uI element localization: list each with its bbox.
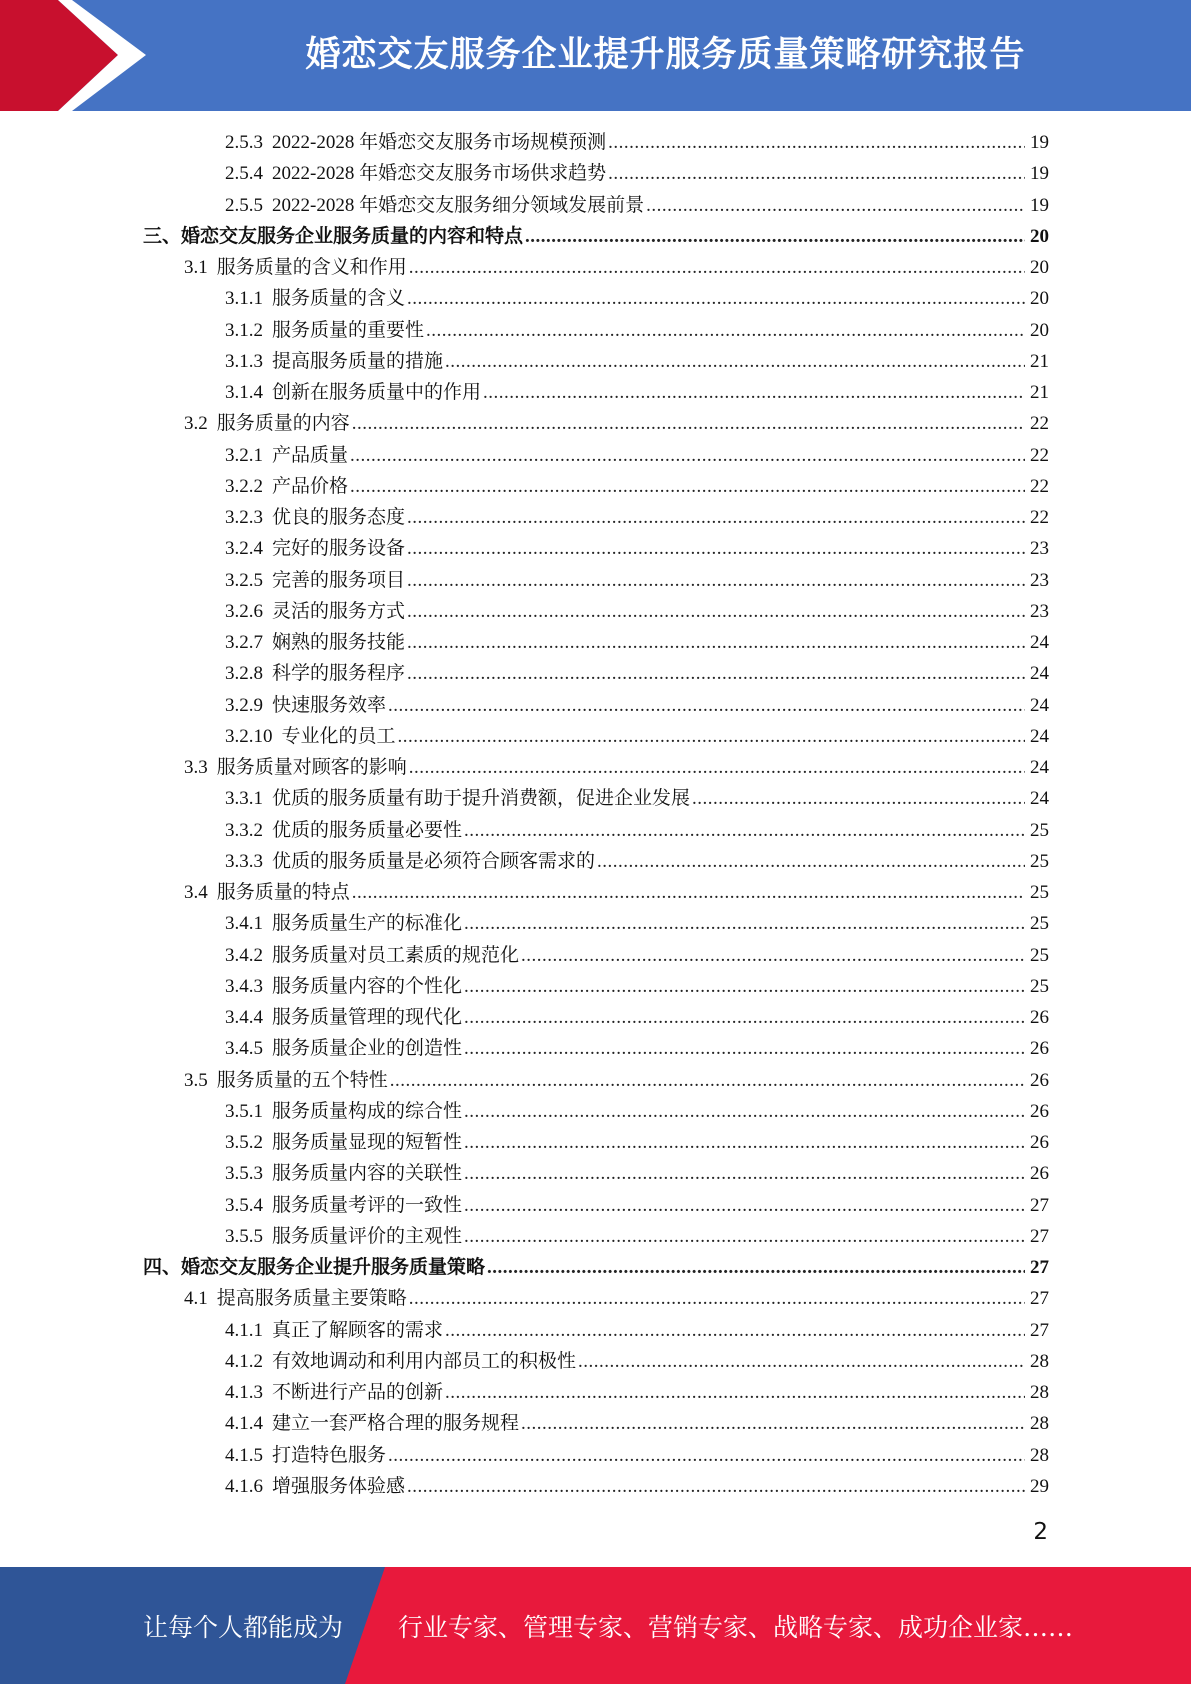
toc-dot-leader [597,846,1025,877]
toc-entry-title: 产品质量 [272,444,349,466]
toc-dot-leader [483,377,1025,408]
toc-entry[interactable] [143,502,1049,533]
toc-entry-page: 21 [1030,350,1049,372]
toc-dot-leader [407,658,1025,689]
toc-entry[interactable] [143,1033,1049,1064]
toc-entry-title: 服务质量的含义 [272,288,406,310]
toc-entry-page: 23 [1030,600,1049,622]
toc-entry[interactable] [143,971,1049,1002]
toc-entry-title: 提高服务质量主要策略 [216,1288,407,1310]
toc-entry-title: 2022-2028 年婚恋交友服务市场供求趋势 [272,163,607,185]
toc-entry-page: 27 [1030,1319,1049,1341]
toc-entry-title: 完好的服务设备 [272,538,406,560]
toc-entry-page: 24 [1030,632,1049,653]
toc-dot-leader [407,283,1025,314]
toc-entry-number: 3.2.7 [225,632,263,653]
toc-dot-leader [407,533,1025,564]
toc-entry-title: 服务质量评价的主观性 [272,1225,463,1247]
toc-entry-page: 19 [1030,194,1049,216]
toc-entry[interactable] [143,440,1049,471]
toc-entry-number: 3.2.10 [225,725,273,747]
toc-dot-leader [407,1471,1025,1502]
toc-dot-leader [390,1065,1025,1096]
toc-entry[interactable] [143,1283,1049,1314]
toc-dot-leader [487,1252,1025,1283]
toc-entry[interactable] [143,471,1049,502]
toc-entry-title: 服务质量考评的一致性 [272,1194,463,1216]
toc-entry-number: 3.2.8 [225,663,263,685]
toc-entry-number: 4.1 [184,1288,208,1310]
toc-dot-leader [521,940,1025,971]
toc-entry-title: 产品价格 [272,475,349,497]
toc-entry-number: 3.2.5 [225,569,263,591]
toc-entry-title: 优质的服务质量是必须符合顾客需求的 [272,850,596,872]
toc-dot-leader [525,221,1025,252]
toc-entry-title: 服务质量内容的关联性 [272,1163,463,1185]
toc-entry[interactable] [143,190,1049,221]
toc-entry-number: 2.5.4 [225,163,263,185]
toc-entry-number: 3.5.5 [225,1225,263,1247]
toc-entry[interactable] [143,283,1049,314]
toc-entry-title: 优质的服务质量必要性 [272,819,463,841]
toc-entry-title: 服务质量企业的创造性 [272,1038,463,1060]
toc-dot-leader [407,596,1025,627]
toc-entry-page: 24 [1030,788,1049,810]
toc-entry[interactable] [143,658,1049,689]
toc-entry-page: 25 [1030,819,1049,841]
toc-dot-leader [352,877,1025,908]
toc-entry[interactable] [143,596,1049,627]
toc-entry[interactable] [143,127,1049,158]
toc-entry-number: 3.2 [184,413,208,435]
toc-entry-page: 20 [1030,319,1049,341]
toc-entry-page: 26 [1030,1038,1049,1060]
toc-entry-title: 不断进行产品的创新 [272,1382,444,1403]
toc-entry-title: 优质的服务质量有助于提升消费额，促进企业发展 [272,788,691,810]
toc-entry-page: 28 [1030,1444,1049,1466]
toc-entry[interactable] [143,1377,1049,1408]
toc-entry-title: 服务质量对员工素质的规范化 [272,944,520,966]
toc-entry-page: 25 [1030,913,1049,935]
toc-entry-page: 26 [1030,1100,1049,1122]
toc-entry-page: 25 [1030,882,1049,903]
toc-dot-leader [464,1221,1025,1252]
toc-entry-page: 28 [1030,1382,1049,1403]
toc-entry-page: 20 [1030,288,1049,310]
toc-entry-page: 24 [1030,725,1049,747]
toc-entry[interactable] [143,1440,1049,1471]
toc-dot-leader [521,1408,1025,1439]
toc-entry[interactable] [143,1158,1049,1189]
toc-entry-title: 四、婚恋交友服务企业提升服务质量策略 [143,1257,486,1278]
toc-entry-page: 23 [1030,569,1049,591]
toc-entry-page: 29 [1030,1475,1049,1497]
toc-entry-page: 25 [1030,850,1049,872]
report-footer [0,1567,1191,1684]
toc-entry-number: 4.1.1 [225,1319,263,1341]
toc-dot-leader [350,440,1025,471]
toc-entry-number: 3.4.4 [225,1007,263,1028]
toc-dot-leader [388,1440,1025,1471]
toc-entry[interactable] [143,721,1049,752]
toc-entry-number: 3.1.2 [225,319,263,341]
toc-dot-leader [608,158,1025,189]
toc-entry-number: 3.5 [184,1069,208,1091]
toc-entry-title: 三、婚恋交友服务企业服务质量的内容和特点 [143,225,524,247]
toc-entry-number: 3.2.4 [225,538,263,560]
toc-entry-number: 3.5.4 [225,1194,263,1216]
toc-dot-leader [646,190,1025,221]
toc-entry-number: 4.1.3 [225,1382,263,1403]
toc-entry-page: 28 [1030,1350,1049,1372]
toc-entry-page: 27 [1030,1288,1049,1310]
toc-entry[interactable] [143,940,1049,971]
toc-entry-number: 4.1.4 [225,1413,263,1435]
toc-dot-leader [388,690,1025,721]
toc-entry-number: 3.3.1 [225,788,263,810]
toc-entry[interactable] [143,1096,1049,1127]
toc-entry-title: 服务质量的特点 [216,882,350,903]
toc-entry[interactable] [143,783,1049,814]
toc-entry-title: 优良的服务态度 [272,507,406,528]
toc-dot-leader [578,1346,1025,1377]
toc-entry-number: 2.5.5 [225,194,263,216]
toc-dot-leader [352,408,1025,439]
toc-dot-leader [407,627,1025,658]
toc-dot-leader [350,471,1025,502]
toc-entry-number: 3.3.2 [225,819,263,841]
page-number: 2 [1033,1519,1048,1545]
toc-entry-number: 3.4 [184,882,208,903]
toc-dot-leader [409,1283,1025,1314]
header-arrow-decoration [0,0,160,111]
table-of-contents [143,127,1049,1502]
toc-entry-page: 26 [1030,1132,1049,1153]
toc-entry-page: 20 [1030,225,1049,247]
toc-entry-page: 20 [1030,257,1049,278]
toc-entry-title: 2022-2028 年婚恋交友服务细分领域发展前景 [272,194,645,216]
toc-dot-leader [445,1377,1025,1408]
toc-entry-number: 3.1 [184,257,208,278]
toc-entry-title: 服务质量管理的现代化 [272,1007,463,1028]
toc-entry[interactable] [143,408,1049,439]
toc-entry-title: 2022-2028 年婚恋交友服务市场规模预测 [272,132,607,153]
toc-dot-leader [608,127,1025,158]
toc-entry-title: 真正了解顾客的需求 [272,1319,444,1341]
toc-dot-leader [464,1033,1025,1064]
toc-entry-number: 2.5.3 [225,132,263,153]
toc-entry-page: 24 [1030,694,1049,716]
toc-entry-page: 19 [1030,132,1049,153]
toc-entry-title: 完善的服务项目 [272,569,406,591]
toc-entry-title: 服务质量的内容 [216,413,350,435]
toc-entry-page: 22 [1030,507,1049,528]
toc-entry[interactable] [143,346,1049,377]
toc-entry-page: 19 [1030,163,1049,185]
toc-dot-leader [445,346,1025,377]
toc-entry-title: 服务质量显现的短暂性 [272,1132,463,1153]
toc-entry-title: 娴熟的服务技能 [272,632,406,653]
toc-entry-number: 4.1.2 [225,1350,263,1372]
toc-entry-number: 3.2.3 [225,507,263,528]
toc-dot-leader [407,502,1025,533]
toc-entry-title: 科学的服务程序 [272,663,406,685]
toc-entry[interactable] [143,1346,1049,1377]
toc-dot-leader [464,1190,1025,1221]
toc-entry-page: 24 [1030,757,1049,778]
toc-dot-leader [409,252,1025,283]
toc-entry[interactable] [143,1315,1049,1346]
toc-entry-page: 21 [1030,382,1049,403]
toc-entry-title: 增强服务体验感 [272,1475,406,1497]
toc-entry-title: 灵活的服务方式 [272,600,406,622]
toc-entry[interactable] [143,158,1049,189]
toc-entry-title: 专业化的员工 [281,725,396,747]
toc-entry-page: 27 [1030,1225,1049,1247]
toc-entry-number: 3.4.2 [225,944,263,966]
toc-entry-number: 4.1.5 [225,1444,263,1466]
toc-entry[interactable] [143,315,1049,346]
toc-dot-leader [464,971,1025,1002]
toc-entry[interactable] [143,377,1049,408]
toc-entry[interactable] [143,1190,1049,1221]
toc-entry-number: 3.2.2 [225,475,263,497]
toc-dot-leader [407,565,1025,596]
toc-entry-page: 25 [1030,975,1049,997]
toc-entry-number: 3.1.3 [225,350,263,372]
toc-entry-title: 创新在服务质量中的作用 [272,382,482,403]
toc-entry[interactable] [143,1002,1049,1033]
footer-slogan-left: 让每个人都能成为 [143,1612,344,1642]
toc-entry-title: 服务质量对顾客的影响 [216,757,407,778]
toc-entry-number: 3.2.1 [225,444,263,466]
toc-entry-title: 建立一套严格合理的服务规程 [272,1413,520,1435]
toc-entry-page: 22 [1030,413,1049,435]
toc-entry-title: 提高服务质量的措施 [272,350,444,372]
toc-dot-leader [464,815,1025,846]
toc-dot-leader [409,752,1025,783]
toc-entry[interactable] [143,1471,1049,1502]
toc-entry[interactable] [143,877,1049,908]
toc-entry-number: 3.4.5 [225,1038,263,1060]
report-header [0,0,1191,111]
toc-entry-title: 打造特色服务 [272,1444,387,1466]
toc-entry-title: 服务质量的五个特性 [216,1069,388,1091]
toc-entry-page: 27 [1030,1194,1049,1216]
toc-entry[interactable] [143,752,1049,783]
toc-entry-page: 24 [1030,663,1049,685]
toc-entry-number: 3.3 [184,757,208,778]
toc-entry-number: 3.2.9 [225,694,263,716]
footer-slogan-right: 行业专家、管理专家、营销专家、战略专家、成功企业家…… [398,1612,1074,1642]
toc-entry-page: 22 [1030,475,1049,497]
toc-entry-page: 28 [1030,1413,1049,1435]
toc-dot-leader [426,315,1025,346]
toc-entry-title: 服务质量的重要性 [272,319,425,341]
toc-entry[interactable] [143,533,1049,564]
toc-entry-title: 有效地调动和利用内部员工的积极性 [272,1350,577,1372]
toc-dot-leader [398,721,1025,752]
toc-entry-number: 3.4.1 [225,913,263,935]
toc-entry[interactable] [143,1127,1049,1158]
toc-entry-page: 26 [1030,1163,1049,1185]
toc-dot-leader [464,1096,1025,1127]
report-title: 婚恋交友服务企业提升服务质量策略研究报告 [305,35,1026,75]
toc-entry-title: 快速服务效率 [272,694,387,716]
toc-dot-leader [464,1127,1025,1158]
toc-entry-page: 27 [1030,1257,1049,1278]
toc-entry-number: 3.5.1 [225,1100,263,1122]
toc-entry[interactable] [143,565,1049,596]
toc-entry[interactable] [143,846,1049,877]
toc-entry[interactable] [143,815,1049,846]
toc-entry[interactable] [143,690,1049,721]
toc-entry-number: 3.3.3 [225,850,263,872]
toc-entry-number: 3.2.6 [225,600,263,622]
toc-entry-number: 3.1.1 [225,288,263,310]
toc-entry-number: 3.5.2 [225,1132,263,1153]
toc-dot-leader [445,1315,1025,1346]
toc-entry[interactable] [143,1408,1049,1439]
toc-dot-leader [464,908,1025,939]
toc-entry-page: 22 [1030,444,1049,466]
toc-entry[interactable] [143,252,1049,283]
toc-entry-page: 26 [1030,1069,1049,1091]
toc-entry[interactable] [143,1065,1049,1096]
toc-entry-page: 23 [1030,538,1049,560]
toc-entry[interactable] [143,1221,1049,1252]
toc-entry[interactable] [143,221,1049,252]
toc-dot-leader [464,1002,1025,1033]
toc-entry-title: 服务质量构成的综合性 [272,1100,463,1122]
toc-entry-title: 服务质量的含义和作用 [216,257,407,278]
toc-entry-title: 服务质量内容的个性化 [272,975,463,997]
toc-dot-leader [464,1158,1025,1189]
toc-entry-page: 25 [1030,944,1049,966]
toc-entry[interactable] [143,1252,1049,1283]
toc-entry[interactable] [143,908,1049,939]
toc-entry-number: 4.1.6 [225,1475,263,1497]
toc-entry-title: 服务质量生产的标准化 [272,913,463,935]
toc-entry-number: 3.1.4 [225,382,263,403]
toc-dot-leader [692,783,1025,814]
toc-entry-number: 3.5.3 [225,1163,263,1185]
toc-entry[interactable] [143,627,1049,658]
toc-entry-page: 26 [1030,1007,1049,1028]
toc-entry-number: 3.4.3 [225,975,263,997]
